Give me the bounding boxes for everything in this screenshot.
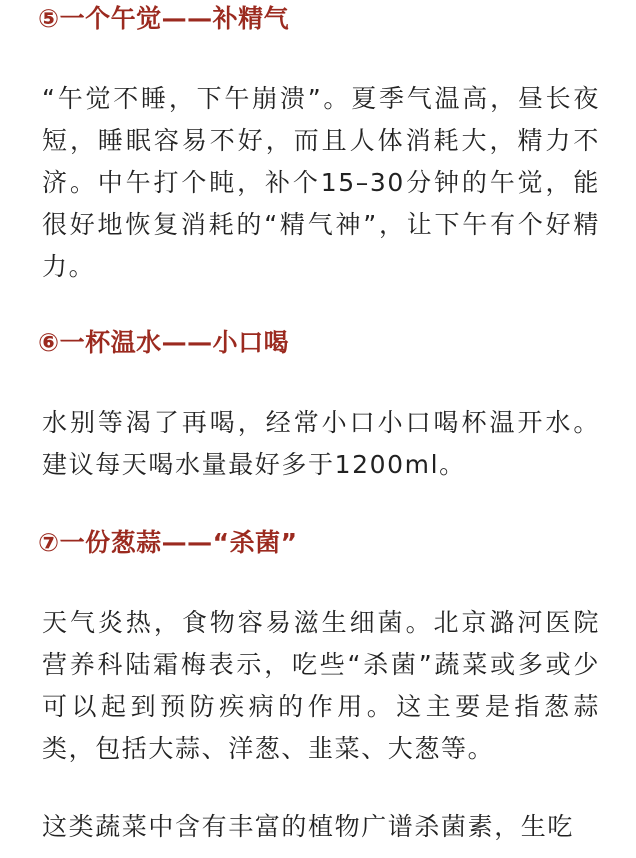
- section-heading-nap: ⑤一个午觉——补精气: [38, 4, 290, 33]
- section-paragraph-onion-garlic-continued: 这类蔬菜中含有丰富的植物广谱杀菌素，生吃: [42, 812, 575, 841]
- section-heading-onion-garlic: ⑦一份葱蒜——“杀菌”: [38, 528, 298, 557]
- section-paragraph-warm-water: 水别等渴了再喝，经常小口小口喝杯温开水。建议每天喝水量最好多于1200ml。: [42, 408, 600, 479]
- section-heading-warm-water: ⑥一杯温水——小口喝: [38, 328, 290, 357]
- section-paragraph-nap: “午觉不睡，下午崩溃”。夏季气温高，昼长夜短，睡眠容易不好，而且人体消耗大，精力不济。中午打个盹，补个15–30分钟的午觉，能很好地恢复消耗的“精气神”，让下午有个好精力。: [42, 84, 600, 281]
- section-paragraph-onion-garlic: 天气炎热，食物容易滋生细菌。北京潞河医院营养科陆霜梅表示，吃些“杀菌”蔬菜或多或少可以起到预防疾病的作用。这主要是指葱蒜类，包括大蒜、洋葱、韭菜、大葱等。: [42, 608, 600, 763]
